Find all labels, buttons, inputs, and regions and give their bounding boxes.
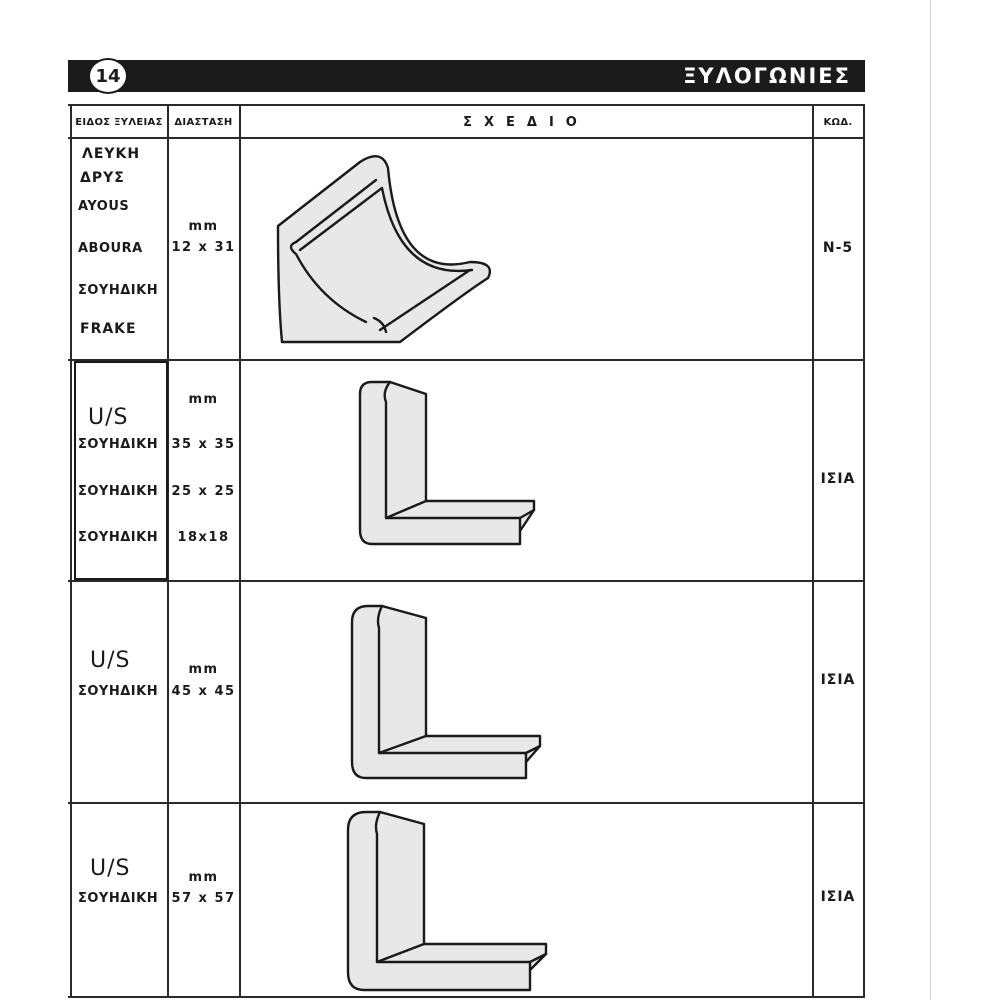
wood-type: ΣΟΥΗΔΙΚΗ	[78, 530, 159, 545]
product-code: ΙΣΙΑ	[820, 889, 856, 905]
wood-type: ΣΟΥΗΔΙΚΗ	[78, 437, 159, 452]
grade-label: U/S	[90, 648, 131, 673]
section-title: ΞΥΛΟΓΩΝΙΕΣ	[683, 64, 851, 88]
product-code: ΙΣΙΑ	[820, 471, 856, 487]
wood-type: ΔΡΥΣ	[80, 170, 125, 186]
dimension-value: 18x18	[177, 530, 230, 545]
dimension-unit: mm	[188, 870, 219, 885]
product-code: N-5	[822, 240, 854, 256]
dimension-value: 45 x 45	[171, 684, 236, 699]
wood-type: ABOURA	[78, 241, 143, 256]
wood-type: ΛΕΥΚΗ	[82, 146, 141, 162]
column-header-code: ΚΩΔ.	[823, 116, 853, 128]
wood-type: FRAKE	[80, 321, 137, 337]
dimension-value: 35 x 35	[171, 437, 236, 452]
dimension-value: 57 x 57	[171, 891, 236, 906]
dimension-unit: mm	[188, 392, 219, 407]
grade-label: U/S	[90, 856, 131, 881]
column-header-wood-type: ΕΙΔΟΣ ΞΥΛΕΙΑΣ	[75, 116, 163, 128]
dimension-unit: mm	[188, 219, 219, 234]
dimension-value: 25 x 25	[171, 484, 236, 499]
column-header-drawing: ΣΧΕΔΙΟ	[463, 114, 589, 130]
wood-type: ΣΟΥΗΔΙΚΗ	[78, 283, 159, 298]
grade-label: U/S	[88, 405, 129, 430]
product-code: ΙΣΙΑ	[820, 672, 856, 688]
page-number-badge: 14	[88, 58, 128, 94]
column-header-dimension: ΔΙΑΣΤΑΣΗ	[174, 116, 233, 128]
wood-type: ΣΟΥΗΔΙΚΗ	[78, 684, 159, 699]
dimension-unit: mm	[188, 662, 219, 677]
wood-type: ΣΟΥΗΔΙΚΗ	[78, 891, 159, 906]
wood-type: AYOUS	[78, 199, 130, 214]
dimension-value: 12 x 31	[171, 240, 236, 255]
wood-type: ΣΟΥΗΔΙΚΗ	[78, 484, 159, 499]
